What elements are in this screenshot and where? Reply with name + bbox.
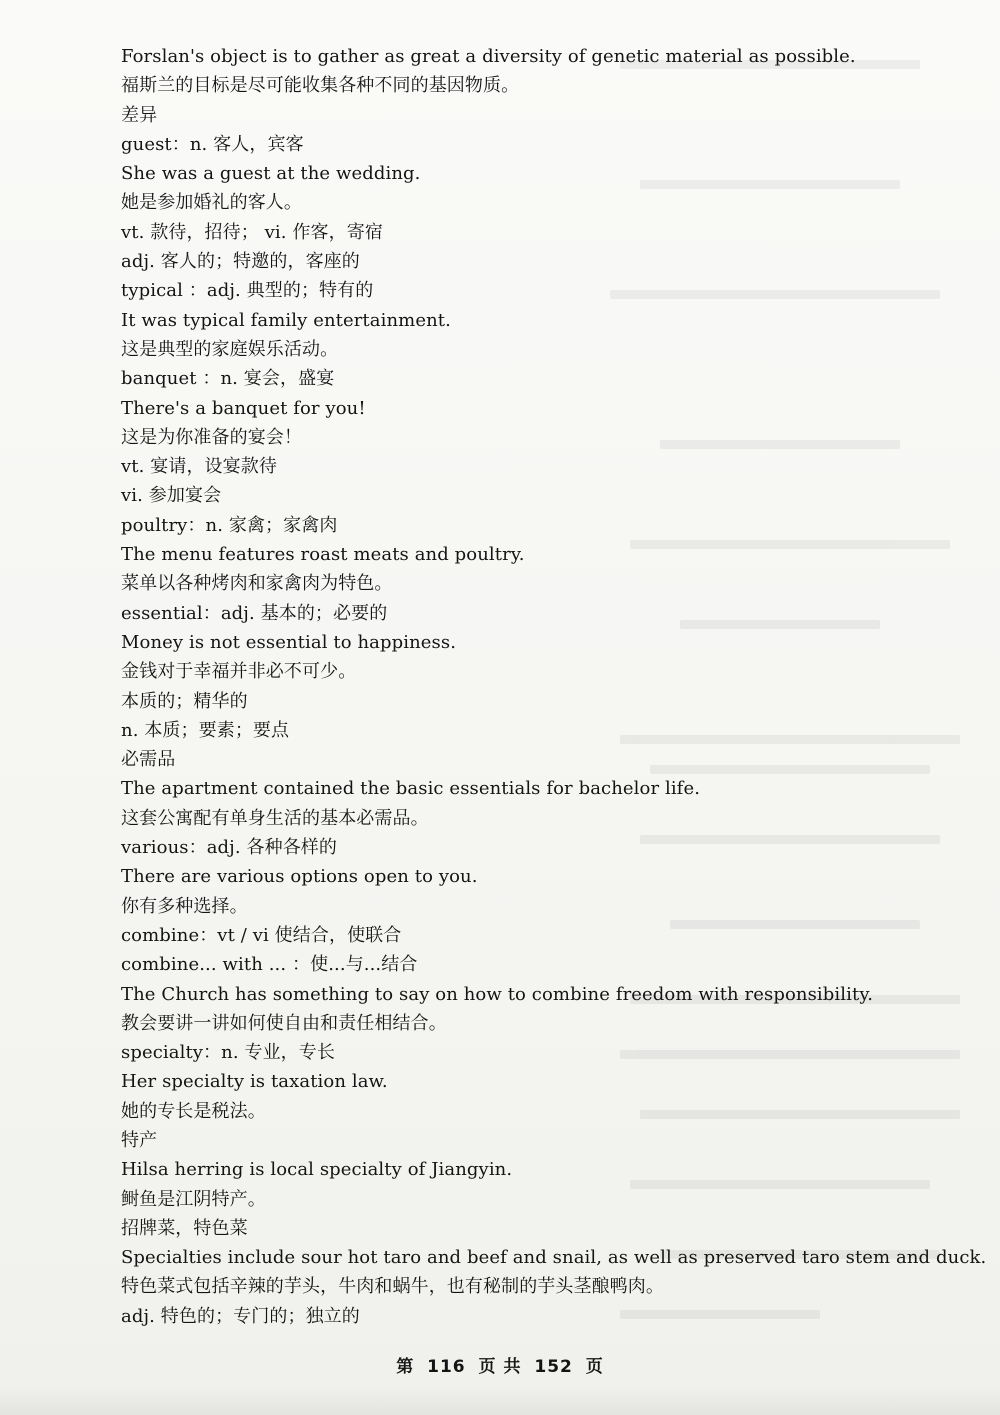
text-line: 你有多种选择。: [121, 895, 248, 917]
text-line: combine... with ... ：使...与...结合: [121, 954, 418, 976]
page-footer: [0, 1352, 1000, 1377]
text-line: adj. 客人的；特邀的，客座的: [121, 251, 360, 273]
text-line: poultry：n. 家禽；家禽肉: [121, 514, 338, 536]
current-page-number: 116: [427, 1357, 466, 1377]
text-line: 她是参加婚礼的客人。: [121, 192, 302, 214]
text-line: 金钱对于幸福并非必不可少。: [121, 661, 357, 683]
text-line: The menu features roast meats and poultry.: [121, 544, 525, 566]
text-line: It was typical family entertainment.: [121, 309, 451, 331]
footer-prefix: 第: [396, 1357, 415, 1377]
text-line: typical ：adj. 典型的；特有的: [121, 280, 374, 302]
text-line: 福斯兰的目标是尽可能收集各种不同的基因物质。: [121, 75, 520, 97]
text-line: Hilsa herring is local specialty of Jiangyin.: [121, 1159, 513, 1181]
text-line: 特产: [121, 1129, 158, 1151]
text-line: 必需品: [121, 749, 176, 771]
text-line: guest：n. 客人，宾客: [121, 133, 304, 155]
text-line: There are various options open to you.: [121, 866, 478, 888]
text-line: The apartment contained the basic essentials for bachelor life.: [121, 778, 701, 800]
text-line: essential：adj. 基本的；必要的: [121, 602, 388, 624]
text-line: The Church has something to say on how to combine freedom with responsibility.: [121, 983, 874, 1005]
text-line: Her specialty is taxation law.: [121, 1071, 388, 1093]
total-pages-number: 152: [534, 1357, 573, 1377]
text-line: adj. 特色的；专门的；独立的: [121, 1305, 360, 1327]
text-line: specialty：n. 专业，专长: [121, 1042, 335, 1064]
text-line: 教会要讲一讲如何使自由和责任相结合。: [121, 1012, 447, 1034]
text-line: vt. 款待，招待； vi. 作客，寄宿: [121, 221, 383, 243]
vocabulary-content: [121, 42, 987, 1331]
text-line: 这套公寓配有单身生活的基本必需品。: [121, 807, 429, 829]
text-line: She was a guest at the wedding.: [121, 163, 421, 185]
text-line: n. 本质；要素；要点: [121, 719, 290, 741]
text-line: 她的专长是税法。: [121, 1100, 266, 1122]
footer-suffix: 页: [585, 1357, 604, 1377]
text-line: 差异: [121, 104, 158, 126]
text-line: Specialties include sour hot taro and beef and snail, as well as preserved taro stem and duck.: [121, 1247, 987, 1269]
text-line: 本质的；精华的: [121, 690, 248, 712]
text-line: 这是为你准备的宴会！: [121, 426, 302, 448]
text-line: combine：vt / vi 使结合，使联合: [121, 924, 402, 946]
text-line: vi. 参加宴会: [121, 485, 222, 507]
text-line: various：adj. 各种各样的: [121, 837, 338, 859]
text-line: 特色菜式包括辛辣的芋头，牛肉和蜗牛，也有秘制的芋头茎酿鸭肉。: [121, 1276, 664, 1298]
text-line: 鲥鱼是江阴特产。: [121, 1188, 266, 1210]
text-line: 菜单以各种烤肉和家禽肉为特色。: [121, 573, 393, 595]
text-line: There's a banquet for you!: [121, 397, 366, 419]
text-line: Forslan's object is to gather as great a diversity of genetic material as possible.: [121, 46, 856, 67]
footer-middle: 页 共: [478, 1357, 522, 1377]
text-line: Money is not essential to happiness.: [121, 631, 457, 653]
text-line: 招牌菜，特色菜: [121, 1217, 248, 1239]
text-line: vt. 宴请，设宴款待: [121, 456, 277, 478]
text-line: banquet ：n. 宴会，盛宴: [121, 368, 335, 390]
text-line: 这是典型的家庭娱乐活动。: [121, 338, 339, 360]
page-bottom-shadow: [0, 1385, 1000, 1415]
